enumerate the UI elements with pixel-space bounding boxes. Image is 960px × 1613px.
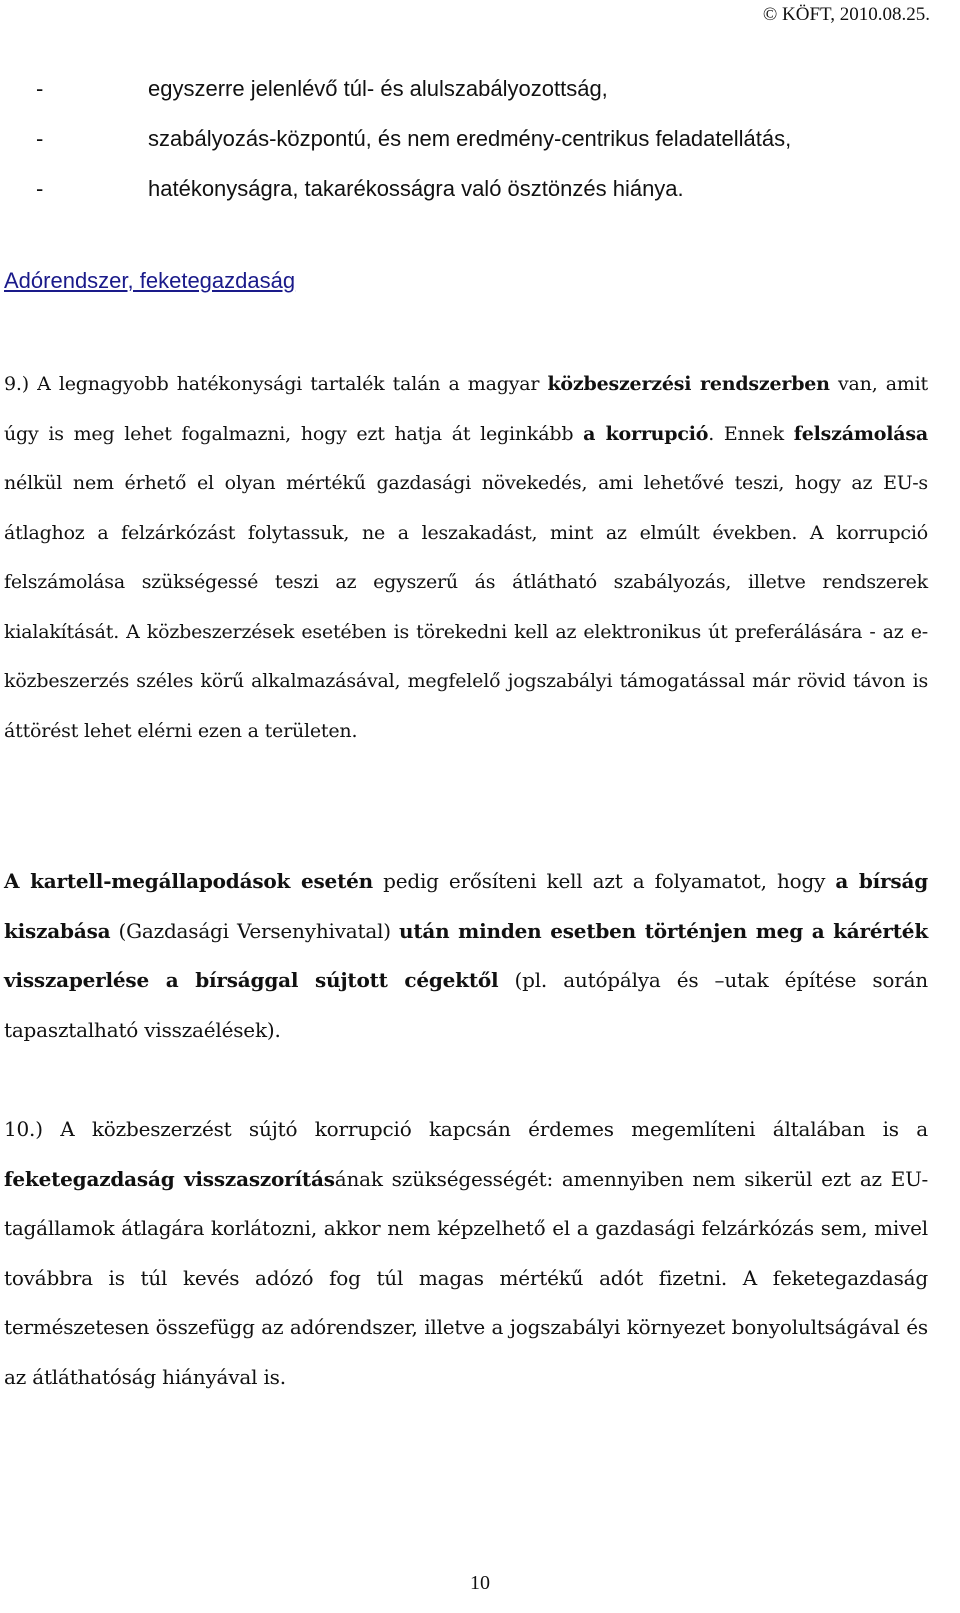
bold-phrase: után minden esetben történjen meg a kárérték visszaperlése a bírsággal sújtott cégektől — [4, 918, 928, 992]
paragraph-text: ának szükségességét: amennyiben nem sikerül ezt az EU-tagállamok átlagára korlátozni, akkor nem képzelhető el a gazdasági felzárkózás sem, mivel továbbra is túl kevés adózó fog túl magas mértékű adót fizetni. A feketegazdaság természetesen összefügg az adórendszer, illetve a jogszabályi környezet bonyolultságával és az átláthatóság hiányával is. — [4, 1166, 929, 1389]
bullet-dash: - — [36, 126, 44, 151]
bullet-dash: - — [36, 76, 44, 101]
paragraph-text: (Gazdasági Versenyhivatal) — [110, 918, 399, 943]
bullet-dash: - — [36, 176, 44, 201]
section-heading: Adórendszer, feketegazdaság — [4, 268, 296, 293]
page-number: 10 — [470, 1572, 490, 1594]
paragraph-text: (pl. autópálya és –utak építése során tapasztalható visszaélések). — [4, 968, 928, 1042]
bold-phrase: a korrupció — [583, 422, 709, 445]
bold-phrase: közbeszerzési rendszerben — [547, 373, 830, 395]
paragraph-9 — [4, 360, 928, 756]
bold-phrase: a bírság kiszabása — [4, 869, 928, 943]
paragraph-kartell — [4, 857, 928, 1055]
paragraph-text: 10.) A közbeszerzést sújtó korrupció kapcsán érdemes megemlíteni általában is a — [4, 1117, 928, 1141]
page-header: © KÖFT, 2010.08.25. — [762, 4, 930, 25]
paragraph-text: . Ennek — [708, 422, 794, 445]
bullet-text: hatékonyságra, takarékosságra való ösztönzés hiánya. — [148, 176, 684, 201]
bold-phrase: feketegazdaság visszaszorítás — [4, 1166, 335, 1191]
paragraph-text: nélkül nem érhető el olyan mértékű gazdasági növekedés, ami lehetővé teszi, hogy az EU-s átlaghoz a felzárkózást folytassuk, ne a leszakadást, mint az elmúlt években. A korrupció felszámolása szükségessé teszi az egyszerű ás átlátható szabályozás, illetve rendszerek kialakítását. A közbeszerzések esetében is törekedni kell az elektronikus út preferálására - az e-közbeszerzés széles körű alkalmazásával, megfelelő jogszabályi támogatással már rövid távon is áttörést lehet elérni ezen a területen. — [4, 472, 928, 742]
bold-phrase: A kartell-megállapodások esetén — [4, 869, 373, 893]
paragraph-text: van, amit úgy is meg lehet fogalmazni, hogy ezt hatja át leginkább — [4, 373, 928, 445]
bullet-text: egyszerre jelenlévő túl- és alulszabályozottság, — [148, 76, 608, 101]
bullet-text: szabályozás-központú, és nem eredmény-centrikus feladatellátás, — [148, 126, 792, 151]
paragraph-text: 9.) A legnagyobb hatékonysági tartalék talán a magyar — [4, 373, 548, 395]
paragraph-10 — [4, 1105, 928, 1402]
paragraph-text: pedig erősíteni kell azt a folyamatot, hogy — [372, 869, 836, 893]
bold-phrase: felszámolása — [793, 422, 928, 445]
